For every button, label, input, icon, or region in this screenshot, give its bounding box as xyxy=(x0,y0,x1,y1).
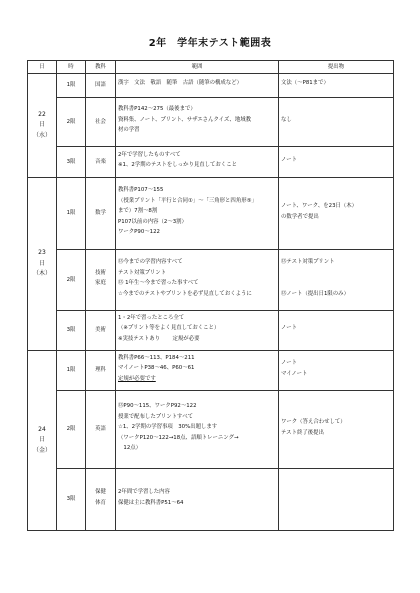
subject-cell xyxy=(86,391,116,469)
scope-cell xyxy=(116,311,279,351)
table-row xyxy=(28,250,394,311)
submission-line: ノート xyxy=(281,156,298,163)
subject-name: 英語 xyxy=(95,426,106,433)
scope-line: テスト対策プリント xyxy=(118,269,167,276)
submission-line xyxy=(281,494,391,505)
subject-name: 家庭 xyxy=(95,280,106,286)
period-cell: 2限 xyxy=(57,391,86,469)
subject-name: 技術 xyxy=(95,269,106,276)
table-row xyxy=(28,178,394,250)
scope-line: 教科書P66〜113、P184〜211 xyxy=(118,354,195,361)
subject-name: 数学 xyxy=(95,210,106,217)
date-weekday: （木） xyxy=(32,270,51,278)
table-row xyxy=(28,469,394,531)
header-date: 日 xyxy=(28,61,57,74)
scope-cell xyxy=(116,391,279,469)
header-period: 時 xyxy=(57,61,86,74)
scope-line: （授業プリント「平行と合同①」〜「三角形と四角形⑤」 xyxy=(118,197,257,204)
subject-name: 国語 xyxy=(95,82,106,89)
submission-cell xyxy=(279,178,394,250)
scope-line: 材の学習 xyxy=(118,127,140,134)
scope-line: 授業で配布したプリントすべて xyxy=(118,413,193,420)
scope-cell xyxy=(116,469,279,531)
subject-cell xyxy=(86,147,116,178)
date-unit: 日 xyxy=(38,436,45,444)
header-scope: 範囲 xyxy=(116,61,279,74)
submission-line: ノート xyxy=(281,325,298,332)
subject-cell xyxy=(86,311,116,351)
table-row xyxy=(28,351,394,391)
submission-cell xyxy=(279,311,394,351)
scope-line: 定規が必要です xyxy=(118,375,156,382)
submission-line: ⑬ノート（提出日1限のみ） xyxy=(281,290,349,297)
scope-line: 資料集、ノート、プリント、サザエさんクイズ、地域教 xyxy=(118,116,252,123)
period-cell: 3限 xyxy=(57,469,86,531)
submission-cell xyxy=(279,469,394,531)
subject-name: 体育 xyxy=(95,499,106,506)
submission-line: なし xyxy=(281,116,292,123)
scope-cell xyxy=(116,351,279,391)
subject-cell xyxy=(86,74,116,98)
scope-line: ワークP90〜122 xyxy=(118,229,160,236)
subject-name: 保健 xyxy=(95,489,106,495)
date-number: 22 xyxy=(38,110,46,118)
scope-line: 1・2年で習ったところ全て xyxy=(118,314,185,321)
period-cell: 3限 xyxy=(57,311,86,351)
header-submissions: 提出物 xyxy=(279,61,394,74)
subject-cell xyxy=(86,469,116,531)
date-cell xyxy=(28,178,57,351)
submission-cell xyxy=(279,98,394,147)
header-subject: 教科 xyxy=(86,61,116,74)
submission-line: ⑬テスト対策プリント xyxy=(281,259,335,265)
subject-name: 理科 xyxy=(95,367,106,374)
submission-line: ワーク（答え合わせして） xyxy=(281,419,346,425)
subject-cell xyxy=(86,250,116,311)
scope-cell xyxy=(116,250,279,311)
submission-cell xyxy=(279,74,394,98)
submission-line xyxy=(281,270,391,281)
scope-line: 2年で学習したものすべて xyxy=(118,151,181,158)
date-weekday: （水） xyxy=(32,131,51,139)
scope-line: ☆1、2学期の学習事項 30%出題します xyxy=(118,424,218,431)
scope-line: ⑬ 1年生〜今まで習った事すべて xyxy=(118,280,199,286)
period-cell: 1限 xyxy=(57,178,86,250)
period-cell: 2限 xyxy=(57,250,86,311)
submission-line: ノート、ワーク、を23日（木） xyxy=(281,203,358,209)
submission-cell xyxy=(279,391,394,469)
table-header-row xyxy=(28,61,394,74)
subject-name: 美術 xyxy=(95,327,106,334)
table-row xyxy=(28,74,394,98)
date-unit: 日 xyxy=(38,121,45,129)
scope-line: 漢字 文法 敬語 随筆 古語（随筆の構成など） xyxy=(118,80,242,87)
submission-cell xyxy=(279,351,394,391)
period-cell: 3限 xyxy=(57,147,86,178)
scope-cell xyxy=(116,74,279,98)
date-number: 23 xyxy=(38,249,46,257)
period-cell: 1限 xyxy=(57,351,86,391)
table-row xyxy=(28,311,394,351)
submission-line: 文法（〜P81まで） xyxy=(281,80,329,87)
subject-name: 社会 xyxy=(95,118,106,125)
scope-line: ☆今までのテストやプリントを必ず見直しておくように xyxy=(118,290,252,297)
scope-line: （※プリント等をよく見直しておくこと） xyxy=(118,325,220,332)
table-row xyxy=(28,147,394,178)
scope-line: ※1、2学期のテストをしっかり見直しておくこと xyxy=(118,162,237,168)
date-unit: 日 xyxy=(38,259,45,267)
scope-line: ⑬今までの学習内容すべて xyxy=(118,259,183,265)
page-title: 2年 学年末テスト範囲表 xyxy=(148,38,272,49)
submission-line: マイノート xyxy=(281,370,308,377)
scope-line: 12点） xyxy=(118,445,142,452)
date-cell xyxy=(28,74,57,178)
scope-line: マイノートP38〜46、P60〜61 xyxy=(118,365,195,372)
date-number: 24 xyxy=(38,425,46,433)
scope-line: 教科書P142〜275（最後まで） xyxy=(118,106,196,113)
scope-line: 保健は主に教科書P51〜64 xyxy=(118,499,184,506)
scope-line: ※実技テストあり 定規が必要 xyxy=(118,335,200,342)
submission-cell xyxy=(279,147,394,178)
exam-schedule-table xyxy=(27,60,394,531)
subject-cell xyxy=(86,351,116,391)
table-row xyxy=(28,98,394,147)
submission-line: の数学者で提出 xyxy=(281,213,319,220)
scope-line: 2年間で学習した内容 xyxy=(118,489,170,495)
submission-line: ノート xyxy=(281,360,298,366)
scope-line: 教科書P107〜155 xyxy=(118,187,164,194)
scope-line: ⑬P90〜115、ワークP92〜122 xyxy=(118,403,197,410)
scope-line: P107以前の内容（2〜3割） xyxy=(118,218,187,225)
scope-cell xyxy=(116,98,279,147)
subject-cell xyxy=(86,98,116,147)
table-row xyxy=(28,391,394,469)
scope-line: （ワークP120〜122→18点、語順トレーニング→ xyxy=(118,434,239,441)
submission-line xyxy=(281,280,391,291)
date-weekday: （金） xyxy=(32,446,51,454)
subject-cell xyxy=(86,178,116,250)
period-cell: 2限 xyxy=(57,98,86,147)
submission-line: テスト終了後提出 xyxy=(281,429,324,436)
date-cell xyxy=(28,351,57,531)
scope-cell xyxy=(116,178,279,250)
submission-cell xyxy=(279,250,394,311)
period-cell: 1限 xyxy=(57,74,86,98)
scope-cell xyxy=(116,147,279,178)
subject-name: 音楽 xyxy=(95,158,106,165)
scope-line: まで）7割〜8割 xyxy=(118,208,158,215)
